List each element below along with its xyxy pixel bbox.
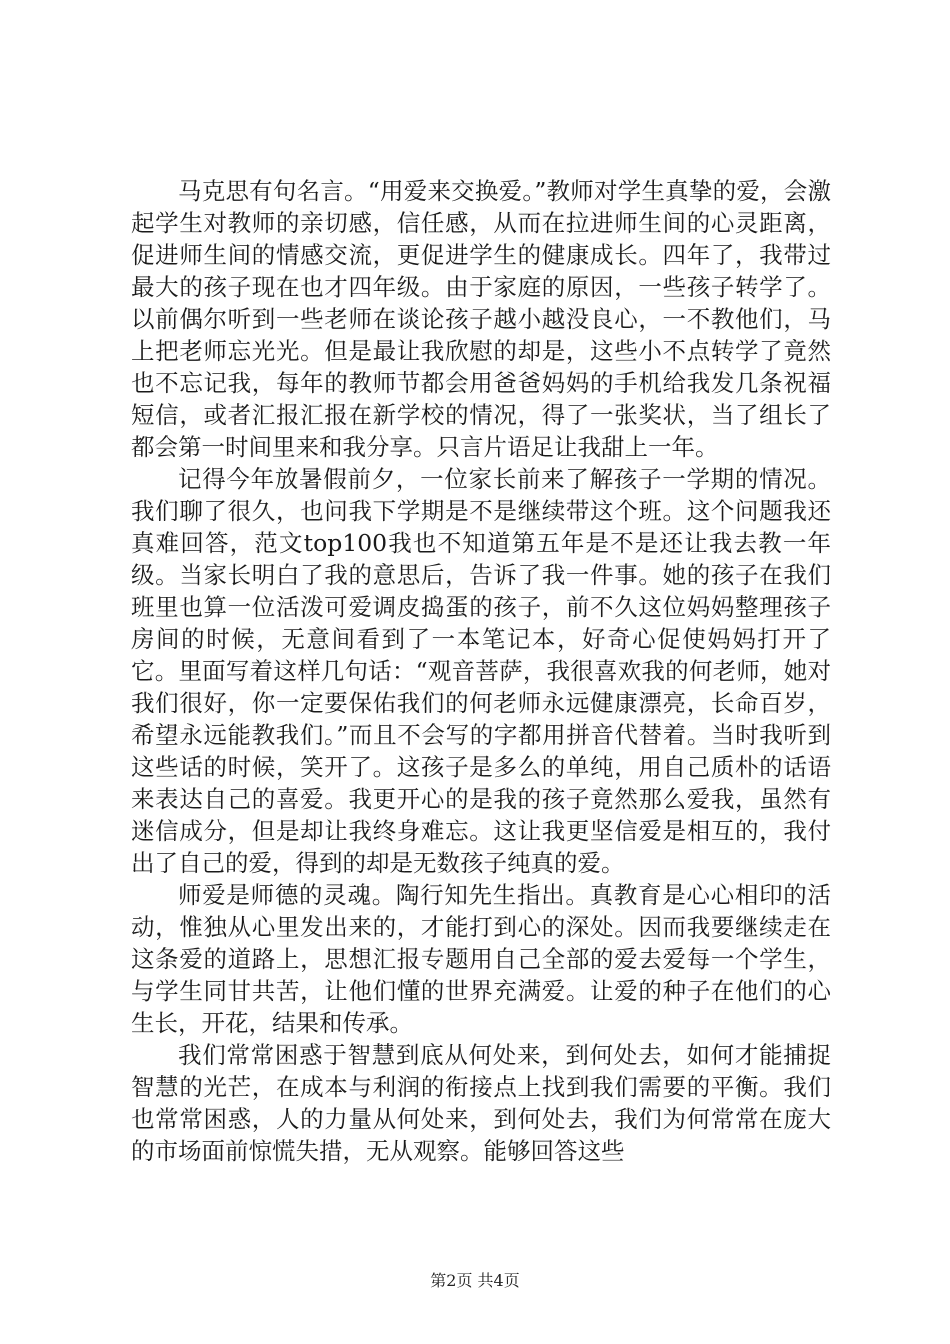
paragraph-2: 记得今年放暑假前夕，一位家长前来了解孩子一学期的情况。我们聊了很久，也问我下学期是不是继续带这个班。这个问题我还真难回答，范文top100我也不知道第五年是不是还让我去教一年级。当家长明白了我的意思后，告诉了我一件事。她的孩子在我们班里也算一位活泼可爱调皮捣蛋的孩子，前不久这位妈妈整理孩子房间的时候，无意间看到了一本笔记本，好奇心促使妈妈打开了它。里面写着这样几句话：“观音菩萨，我很喜欢我的何老师，她对我们很好，你一定要保佑我们的何老师永远健康漂亮，长命百岁，希望永远能教我们。”而且不会写的字都用拼音代替着。当时我听到这些话的时候，笑开了。这孩子是多么的单纯，用自己质朴的话语来表达自己的喜爱。我更开心的是我的孩子竟然那么爱我，虽然有迷信成分，但是却让我终身难忘。这让我更坚信爱是相互的，我付出了自己的爱，得到的却是无数孩子纯真的爱。 (131, 465, 831, 877)
paragraph-1: 马克思有句名言。“用爱来交换爱。”教师对学生真挚的爱，会激起学生对教师的亲切感，信任感，从而在拉进师生间的心灵距离，促进师生间的情感交流，更促进学生的健康成长。四年了，我带过最大的孩子现在也才四年级。由于家庭的原因，一些孩子转学了。以前偶尔听到一些老师在谈论孩子越小越没良心，一不教他们，马上把老师忘光光。但是最让我欣慰的却是，这些小不点转学了竟然也不忘记我，每年的教师节都会用爸爸妈妈的手机给我发几条祝福短信，或者汇报汇报在新学校的情况，得了一张奖状，当了组长了都会第一时间里来和我分享。只言片语足让我甜上一年。 (131, 177, 831, 461)
page-number-footer: 第2页 共4页 (430, 1271, 520, 1290)
paragraph-3: 师爱是师德的灵魂。陶行知先生指出。真教育是心心相印的活动，惟独从心里发出来的，才能打到心的深处。因而我要继续走在这条爱的道路上，思想汇报专题用自己全部的爱去爱每一个学生，与学生同甘共苦，让他们懂的世界充满爱。让爱的种子在他们的心生长，开花，结果和传承。 (131, 881, 831, 1037)
document-body (131, 175, 831, 1167)
paragraph-4: 我们常常困惑于智慧到底从何处来，到何处去，如何才能捕捉智慧的光芒，在成本与利润的衔接点上找到我们需要的平衡。我们也常常困惑，人的力量从何处来，到何处去，我们为何常常在庞大的市场面前惊慌失措，无从观察。能够回答这些 (131, 1041, 831, 1165)
